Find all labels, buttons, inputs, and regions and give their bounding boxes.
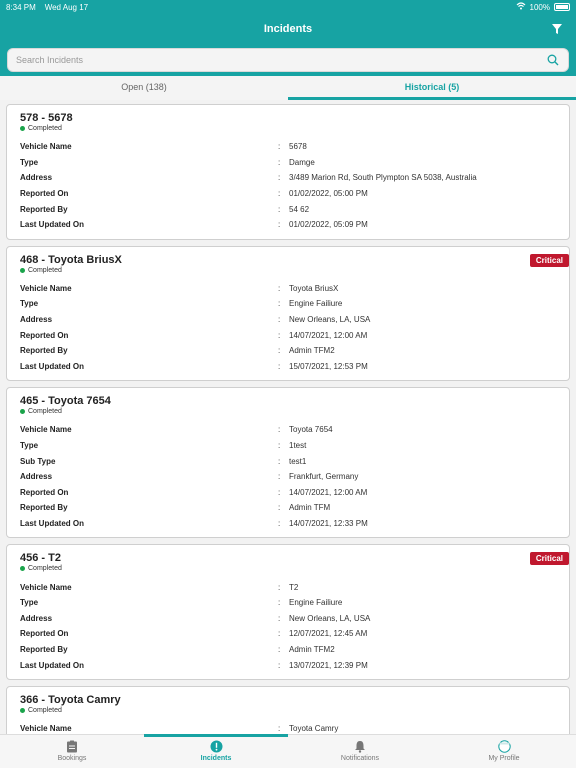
field-label: Sub Type (20, 456, 56, 466)
field-separator: : (278, 456, 281, 466)
profile-icon (497, 739, 511, 753)
incident-title: 456 - T2 (20, 552, 61, 565)
field-label: Reported On (20, 330, 69, 340)
status-dot-icon (20, 708, 25, 713)
field-value: Admin TFM2 (289, 346, 335, 356)
field-label: Reported By (20, 346, 68, 356)
field-label: Reported On (20, 487, 69, 497)
incident-field-row (20, 500, 556, 516)
field-value: test1 (289, 456, 307, 466)
field-label: Last Updated On (20, 660, 85, 670)
search-input[interactable] (16, 55, 546, 65)
incident-status (20, 125, 556, 132)
field-separator: : (278, 173, 281, 183)
field-value: Toyota BriusX (289, 283, 339, 293)
field-label: Address (20, 315, 53, 325)
incident-field-row (20, 469, 556, 485)
status-dot-icon (20, 268, 25, 273)
field-label: Address (20, 472, 53, 482)
field-label: Last Updated On (20, 518, 85, 528)
incident-field-row (20, 281, 556, 297)
incident-field-row (20, 296, 556, 312)
incident-card[interactable] (6, 104, 570, 240)
incident-title: 578 - 5678 (20, 112, 73, 124)
field-value: Toyota 7654 (289, 425, 333, 435)
field-value: Frankfurt, Germany (289, 472, 359, 482)
field-label: Reported By (20, 503, 68, 513)
field-label: Vehicle Name (20, 582, 72, 592)
field-label: Reported On (20, 629, 69, 639)
field-value: Engine Failiure (289, 299, 343, 309)
field-label: Last Updated On (20, 220, 85, 230)
field-separator: : (278, 330, 281, 340)
field-separator: : (278, 503, 281, 513)
field-label: Last Updated On (20, 361, 85, 371)
field-separator: : (278, 629, 281, 639)
field-value: 5678 (289, 142, 307, 152)
incident-field-row (20, 642, 556, 658)
field-value: New Orleans, LA, USA (289, 315, 371, 325)
clipboard-icon (65, 739, 79, 753)
critical-badge: Critical (530, 552, 569, 565)
field-separator: : (278, 361, 281, 371)
incident-card[interactable] (6, 686, 570, 734)
field-label: Vehicle Name (20, 724, 72, 734)
incident-field-row (20, 343, 556, 359)
alert-circle-icon (209, 739, 223, 753)
incident-field-row (20, 170, 556, 186)
search-icon[interactable] (546, 53, 560, 67)
incident-field-row (20, 438, 556, 454)
field-value: 14/07/2021, 12:00 AM (289, 487, 368, 497)
field-separator: : (278, 487, 281, 497)
field-value: 14/07/2021, 12:33 PM (289, 518, 368, 528)
field-value: 13/07/2021, 12:39 PM (289, 660, 368, 670)
field-value: 1test (289, 441, 307, 451)
nav-bar (0, 14, 576, 44)
field-value: Admin TFM (289, 503, 331, 513)
battery-icon (554, 3, 570, 11)
incident-field-row (20, 721, 556, 734)
field-label: Reported By (20, 644, 68, 654)
wifi-icon (516, 2, 526, 12)
incident-field-row (20, 485, 556, 501)
field-separator: : (278, 346, 281, 356)
incident-card[interactable] (6, 544, 570, 680)
field-separator: : (278, 142, 281, 152)
status-dot-icon (20, 409, 25, 414)
field-value: Damge (289, 157, 315, 167)
incident-field-row (20, 516, 556, 532)
incident-field-row (20, 217, 556, 233)
field-label: Address (20, 613, 53, 623)
nav-my-profile-label: My Profile (488, 755, 520, 762)
incident-field-row (20, 595, 556, 611)
field-separator: : (278, 315, 281, 325)
status-bar (0, 0, 576, 14)
status-dot-icon (20, 566, 25, 571)
status-text: Completed (28, 266, 62, 274)
field-label: Vehicle Name (20, 283, 72, 293)
field-label: Type (20, 299, 39, 309)
incident-field-row (20, 626, 556, 642)
field-separator: : (278, 220, 281, 230)
field-value: 54 62 (289, 204, 310, 214)
nav-notifications[interactable] (288, 735, 432, 768)
field-value: New Orleans, LA, USA (289, 613, 371, 623)
incident-status (20, 565, 556, 572)
incident-field-row (20, 579, 556, 595)
field-label: Type (20, 598, 39, 608)
field-value: 3/489 Marion Rd, South Plympton SA 5038, Australia (289, 173, 477, 183)
incident-field-row (20, 155, 556, 171)
status-time: 8:34 PM (6, 2, 36, 12)
incident-title: 465 - Toyota 7654 (20, 395, 111, 408)
field-value: 12/07/2021, 12:45 AM (289, 629, 368, 639)
field-separator: : (278, 204, 281, 214)
field-separator: : (278, 472, 281, 482)
critical-badge: Critical (530, 254, 569, 267)
status-text: Completed (28, 125, 62, 132)
page-title: Incidents (263, 23, 313, 35)
filter-icon[interactable] (550, 22, 564, 36)
incident-card[interactable] (6, 387, 570, 538)
incident-field-row (20, 359, 556, 375)
field-separator: : (278, 189, 281, 199)
incident-field-row (20, 327, 556, 343)
field-label: Address (20, 173, 53, 183)
field-value: 01/02/2022, 05:09 PM (289, 220, 368, 230)
incident-title: 366 - Toyota Camry (20, 693, 121, 706)
status-dot-icon (20, 126, 25, 131)
incident-list[interactable] (6, 104, 570, 734)
field-separator: : (278, 613, 281, 623)
incident-field-row (20, 610, 556, 626)
field-label: Type (20, 441, 39, 451)
nav-incidents-label: Incidents (200, 755, 232, 762)
incident-title: 468 - Toyota BriusX (20, 253, 122, 266)
field-separator: : (278, 644, 281, 654)
battery-percent: 100% (529, 2, 550, 12)
status-text: Completed (28, 706, 62, 714)
field-separator: : (278, 157, 281, 167)
field-label: Type (20, 157, 39, 167)
incident-field-row (20, 186, 556, 202)
field-separator: : (278, 724, 281, 734)
field-separator: : (278, 299, 281, 309)
incident-tabs (0, 76, 576, 100)
incident-status (20, 707, 556, 714)
field-label: Reported On (20, 189, 69, 199)
field-value: T2 (289, 582, 299, 592)
nav-bookings[interactable] (0, 735, 144, 768)
incident-field-row (20, 312, 556, 328)
incident-field-row (20, 657, 556, 673)
field-label: Vehicle Name (20, 425, 72, 435)
field-separator: : (278, 518, 281, 528)
field-separator: : (278, 283, 281, 293)
field-value: Admin TFM2 (289, 644, 335, 654)
incident-status (20, 267, 556, 274)
nav-incidents[interactable] (144, 735, 288, 768)
status-date: Wed Aug 17 (44, 2, 89, 12)
incident-field-row (20, 139, 556, 155)
bottom-nav (0, 734, 576, 768)
field-separator: : (278, 598, 281, 608)
field-separator: : (278, 660, 281, 670)
field-separator: : (278, 425, 281, 435)
nav-notifications-label: Notifications (340, 755, 380, 762)
search-bar (7, 48, 569, 72)
incident-field-row (20, 453, 556, 469)
field-value: 14/07/2021, 12:00 AM (289, 330, 368, 340)
field-value: 01/02/2022, 05:00 PM (289, 189, 368, 199)
incident-field-row (20, 422, 556, 438)
status-text: Completed (28, 565, 62, 573)
bell-icon (353, 739, 367, 753)
field-label: Reported By (20, 204, 68, 214)
incident-field-row (20, 201, 556, 217)
field-separator: : (278, 441, 281, 451)
nav-bookings-label: Bookings (57, 755, 87, 762)
field-value: Toyota Camry (289, 724, 339, 734)
field-value: Engine Failiure (289, 598, 343, 608)
incident-status (20, 408, 556, 415)
field-value: 15/07/2021, 12:53 PM (289, 361, 368, 371)
field-separator: : (278, 582, 281, 592)
nav-my-profile[interactable] (432, 735, 576, 768)
field-label: Vehicle Name (20, 142, 72, 152)
tab-open[interactable]: Open (138) (121, 82, 167, 92)
tab-historical[interactable]: Historical (5) (288, 76, 576, 100)
incident-card[interactable] (6, 246, 570, 382)
status-text: Completed (28, 408, 62, 416)
